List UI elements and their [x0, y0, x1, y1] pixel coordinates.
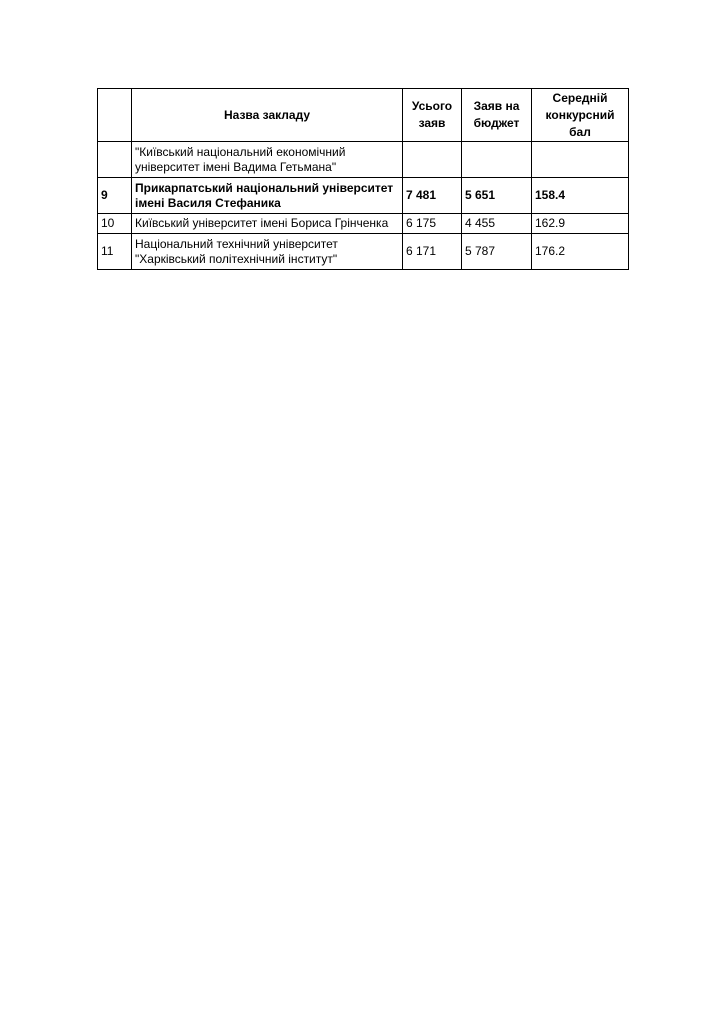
table-row: [98, 142, 629, 178]
average-score: 158.4: [532, 178, 629, 214]
total-applications: 7 481: [403, 178, 462, 214]
row-number: 9: [98, 178, 132, 214]
institution-name-line: Київський університет імені Бориса Грінченка: [135, 216, 389, 230]
header-number: [98, 89, 132, 142]
header-budget-applications: Заяв на бюджет: [462, 89, 532, 142]
header-average-score: Середній конкурсний бал: [532, 89, 629, 142]
institution-name-line: Прикарпатський національний університет: [135, 180, 394, 195]
institution-name-line: університет імені Вадима Гетьмана": [135, 159, 337, 174]
row-number: [98, 142, 132, 178]
total-applications: 6 171: [403, 234, 462, 270]
institution-name: [132, 214, 403, 234]
row-number: 10: [98, 214, 132, 234]
average-score: 176.2: [532, 234, 629, 270]
institution-name-line: "Київський національний економічний: [135, 144, 346, 159]
header-total-applications: Усього заяв: [403, 89, 462, 142]
institution-name: [132, 178, 403, 214]
total-applications: [403, 142, 462, 178]
header-institution-name: Назва закладу: [132, 89, 403, 142]
institution-name-line: "Харківський політехнічний інститут": [135, 251, 338, 266]
average-score: 162.9: [532, 214, 629, 234]
budget-applications: [462, 142, 532, 178]
table-row: [98, 234, 629, 270]
budget-applications: 5 787: [462, 234, 532, 270]
table-header-row: [98, 89, 629, 142]
institution-name-line: Національний технічний університет: [135, 236, 338, 251]
table-row: [98, 178, 629, 214]
institution-name: [132, 142, 403, 178]
budget-applications: 5 651: [462, 178, 532, 214]
row-number: 11: [98, 234, 132, 270]
institution-name-line: імені Василя Стефаника: [135, 195, 281, 210]
institution-name: [132, 234, 403, 270]
average-score: [532, 142, 629, 178]
total-applications: 6 175: [403, 214, 462, 234]
budget-applications: 4 455: [462, 214, 532, 234]
universities-table: [97, 88, 629, 270]
table-row: [98, 214, 629, 234]
